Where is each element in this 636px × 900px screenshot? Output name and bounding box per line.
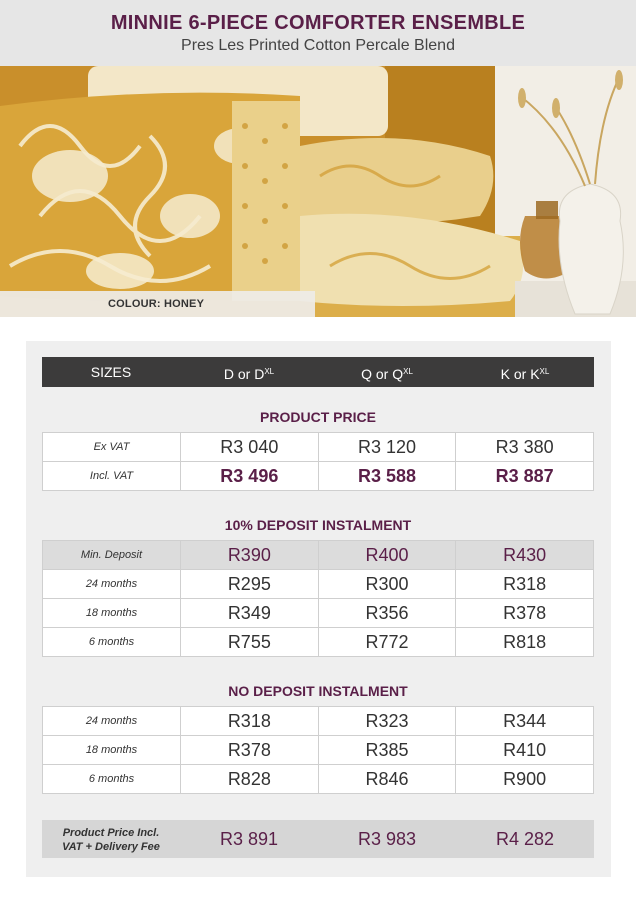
price-cell: R3 496 xyxy=(181,462,319,491)
product-price-title: PRODUCT PRICE xyxy=(260,409,376,425)
price-cell: R378 xyxy=(456,599,594,628)
product-hero-image xyxy=(0,66,636,317)
price-cell: R390 xyxy=(181,541,319,570)
price-cell: R3 040 xyxy=(181,433,319,462)
colour-label: COLOUR: HONEY xyxy=(108,298,205,310)
price-cell: R344 xyxy=(456,707,594,736)
table-row xyxy=(43,765,594,794)
price-cell: R323 xyxy=(318,707,456,736)
table-row xyxy=(43,628,594,657)
price-cell: R772 xyxy=(318,628,456,657)
deposit-instalment-table xyxy=(42,540,594,657)
size-double-header: D or $D^{XL}$ xyxy=(223,366,275,382)
table-row xyxy=(43,570,594,599)
product-price-table xyxy=(42,432,594,491)
total-king: R4 282 xyxy=(495,829,555,849)
row-label: 6 months xyxy=(43,628,181,657)
table-row xyxy=(43,707,594,736)
price-cell: R3 887 xyxy=(456,462,594,491)
deposit-instalment-title: 10% DEPOSIT INSTALMENT xyxy=(224,517,412,533)
price-cell: R3 120 xyxy=(318,433,456,462)
row-label: 24 months xyxy=(43,707,181,736)
price-cell: R318 xyxy=(456,570,594,599)
price-cell: R828 xyxy=(181,765,319,794)
row-label: 18 months xyxy=(43,599,181,628)
price-cell: R318 xyxy=(181,707,319,736)
price-cell: R356 xyxy=(318,599,456,628)
colour-label-bar xyxy=(0,291,315,317)
total-double: R3 891 xyxy=(219,829,279,849)
total-queen: R3 983 xyxy=(357,829,417,849)
price-cell: R385 xyxy=(318,736,456,765)
size-queen-header: Q or $Q^{XL}$ xyxy=(361,366,413,382)
price-cell: R755 xyxy=(181,628,319,657)
total-label: Product Price Incl. VAT + Delivery Fee xyxy=(62,827,160,853)
row-label: 24 months xyxy=(43,570,181,599)
row-label: Incl. VAT xyxy=(43,462,181,491)
product-subtitle: Pres Les Printed Cotton Percale Blend xyxy=(181,37,455,54)
price-cell: R410 xyxy=(456,736,594,765)
total-price-row xyxy=(42,820,594,858)
price-cell: R295 xyxy=(181,570,319,599)
no-deposit-instalment-table xyxy=(42,706,594,794)
price-cell: R400 xyxy=(318,541,456,570)
price-cell: R3 588 xyxy=(318,462,456,491)
table-row xyxy=(43,736,594,765)
row-label: 18 months xyxy=(43,736,181,765)
bedroom-illustration xyxy=(0,66,636,317)
table-row xyxy=(43,462,594,491)
price-cell: R3 380 xyxy=(456,433,594,462)
table-row xyxy=(43,433,594,462)
price-cell: R430 xyxy=(456,541,594,570)
no-deposit-instalment-title: NO DEPOSIT INSTALMENT xyxy=(228,683,408,699)
price-cell: R349 xyxy=(181,599,319,628)
price-cell: R378 xyxy=(181,736,319,765)
row-label: Ex VAT xyxy=(43,433,181,462)
sizes-header: SIZES xyxy=(90,364,132,380)
product-title: MINNIE 6-PIECE COMFORTER ENSEMBLE xyxy=(110,12,526,34)
sizes-header-row xyxy=(42,357,594,387)
size-king-header: K or $K^{XL}$ xyxy=(500,366,550,382)
table-row xyxy=(43,541,594,570)
price-cell: R846 xyxy=(318,765,456,794)
row-label: Min. Deposit xyxy=(43,541,181,570)
price-cell: R300 xyxy=(318,570,456,599)
price-cell: R818 xyxy=(456,628,594,657)
row-label: 6 months xyxy=(43,765,181,794)
page-header xyxy=(0,0,636,66)
table-row xyxy=(43,599,594,628)
price-cell: R900 xyxy=(456,765,594,794)
